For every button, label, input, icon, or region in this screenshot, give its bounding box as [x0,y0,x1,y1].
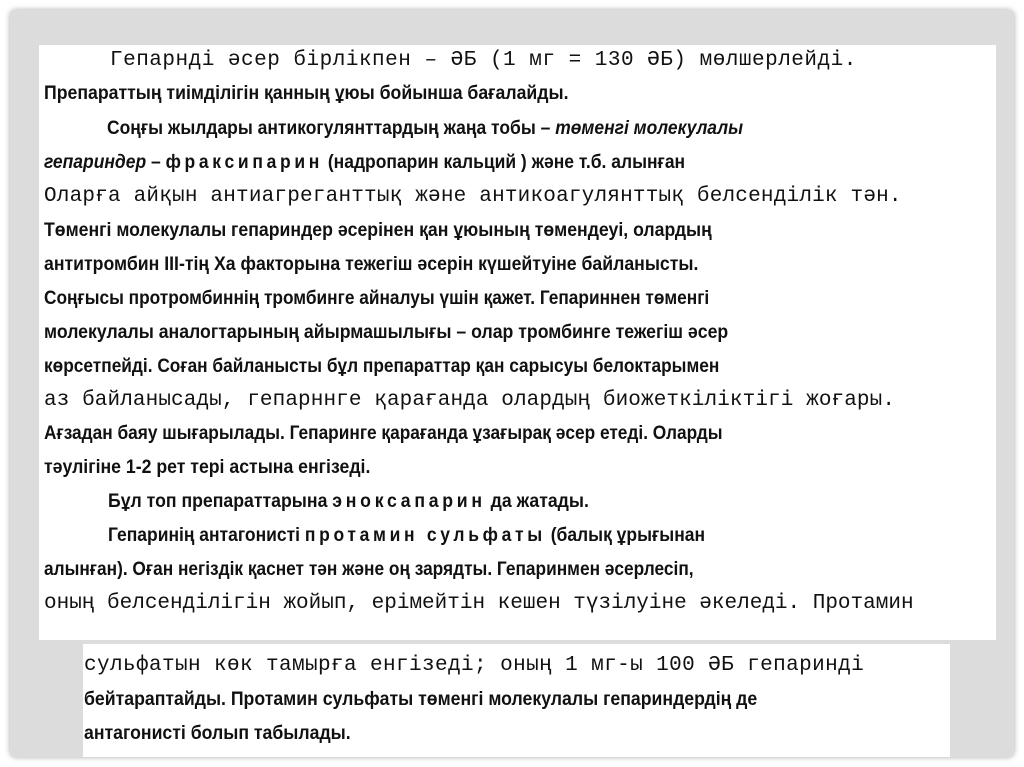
text-line-17: оның белсенділігін жойып, ерімейтін кешен түзілуіне әкеледі. Протамин [44,592,914,615]
text-line-5: Оларға айқын антиагреганттық және антикоагулянттық белсенділік тән. [44,185,902,208]
text-line-1: Гепарнді әсер бірлікпен – ӘБ (1 мг = 130 ӘБ) мөлшерлейді. [110,49,857,72]
text-line-7: антитромбин III-тің Ха факторына тежегіш әсерін күшейтуіне байланысты. [44,254,699,275]
text-line-3 [107,117,743,141]
text-line-14-end: да жатады. [485,491,589,512]
text-line-3-start: Соңғы жылдары антикогулянттардың жаңа тобы – [107,118,556,139]
text-line-14-start: Бұл топ препараттарына [108,491,333,512]
text-line-10: көрсетпейді. Соған байланысты бұл препараттар қан сарысуы белоктарымен [44,356,720,377]
text-line-12: Ағзадан баяу шығарылады. Гепаринге қарағанда ұзағырақ әсер етеді. Оларды [44,423,723,444]
text-line-11: аз байланысады, гепарннге қарағанда олардың биожеткіліктігі жоғары. [44,389,896,412]
text-line-8: Соңғысы протромбиннің тромбинге айналуы үшін қажет. Гепариннен төменгі [44,288,710,309]
spaced-drug-name: фраксипарин [165,152,323,173]
text-line-15 [108,524,705,548]
text-line-16: алынған). Оған негіздік қаснет тән және оң зарядты. Гепаринмен әсерлесіп, [44,559,694,580]
text-line-18: сульфатын көк тамырға енгізеді; оның 1 мг-ы 100 ӘБ гепаринді [84,654,865,677]
text-line-13: тәулігіне 1-2 рет тері астына енгізеді. [44,457,371,478]
text-line-14 [108,490,589,514]
spaced-drug-name: эноксапарин [332,491,486,512]
text-line-4-end: (надропарин кальций ) және т.б. алынған [322,152,686,173]
text-line-20: антагонисті болып табылады. [84,723,351,744]
italic-term: гепариндер [44,152,147,173]
text-line-6: Төменгі молекулалы гепариндер әсерінен қан ұюының төмендеуі, олардың [44,220,712,241]
text-line-9: молекулалы аналогтарының айырмашылығы – олар тромбинге тежегіш әсер [44,322,729,343]
text-line-15-start: Гепаринің антагонисті [108,525,305,546]
text-line-15-end: (балық ұрығынан [545,525,706,546]
dash: – [146,152,166,173]
italic-term: төменгі молекулалы [555,118,744,139]
text-line-19: бейтараптайды. Протамин сульфаты төменгі молекулалы гепариндердің де [84,689,758,710]
text-line-4 [44,151,685,175]
spaced-drug-name: протамин сульфаты [304,525,546,546]
text-line-2: Препараттың тиімділігін қанның ұюы бойынша бағалайды. [44,83,569,104]
